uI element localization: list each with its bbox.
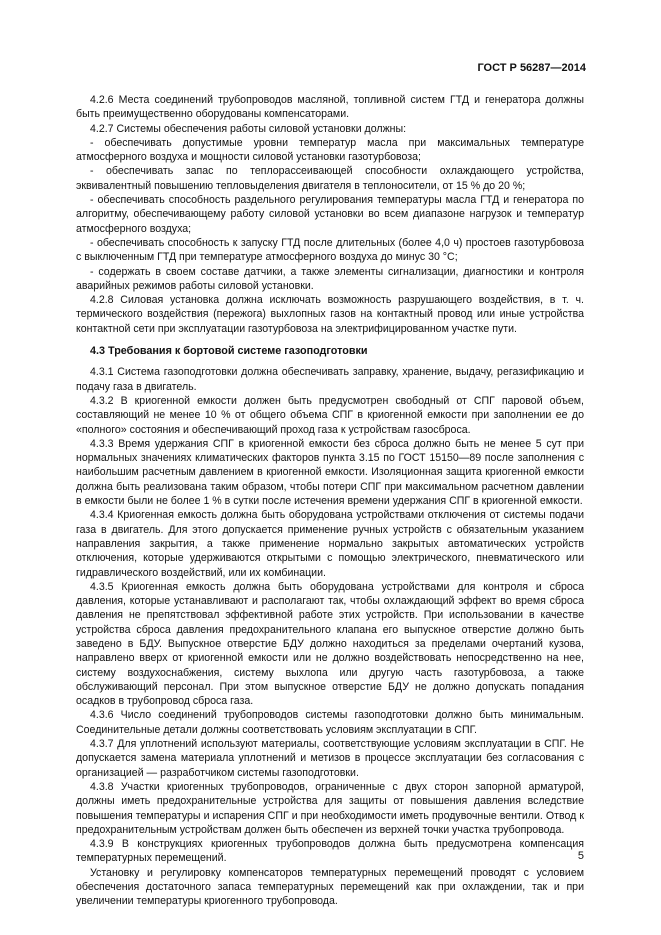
paragraph-4-3-7: 4.3.7 Для уплотнений используют материалы, соответствующие условиям эксплуатации в СПГ. Не допускается замена материала уплотнений и метизов в процессе эксплуатации без согласования с организацией — разработчиком системы газоподготовки.: [76, 738, 584, 779]
list-item: - обеспечивать допустимые уровни температур масла при максимальных температуре атмосферного воздуха и мощности силовой установки газотурбовоза;: [76, 136, 584, 164]
paragraph-4-3-2: 4.3.2 В криогенной емкости должен быть предусмотрен свободный от СПГ паровой объем, составляющий не менее 10 % от общего объема СПГ в криогенной емкости при заполнении ее до «полного» состояния и обеспечивающий проход газа к устройствам газосброса.: [76, 394, 584, 436]
paragraph-4-3-9: 4.3.9 В конструкциях криогенных трубопроводов должна быть предусмотрена компенсация температурных перемещений.: [76, 838, 584, 865]
paragraph-4-2-7: 4.2.7 Системы обеспечения работы силовой установки должны:: [90, 122, 407, 135]
list-item: - обеспечивать способность раздельного регулирования температуры масла ГТД и генератора по алгоритму, обеспечивающему работу силовой установки во всем диапазоне нагрузок и температур атмосферного воздуха;: [76, 194, 584, 235]
standard-designation: ГОСТ Р 56287—2014: [477, 62, 586, 74]
paragraph-4-3-4: 4.3.4 Криогенная емкость должна быть оборудована устройствами отключения от системы подачи газа в двигатель. Для этого допускается применение ручных устройств с обязательным указанием направления закрытия, а также применение нормально закрытых автоматических устройств отключения, которые удерживаются открытыми с помощью электрического, пневматического или гидравлического воздействий, или их комбинации.: [76, 509, 584, 579]
paragraph-4-3-3: 4.3.3 Время удержания СПГ в криогенной емкости без сброса должно быть не менее 5 сут при нормальных значениях климатических факторов пункта 3.15 по ГОСТ 15150—89 после заполнения с наибольшим расчетным давлением в криогенной емкости. Изоляционная защита криогенной емкости должна быть реализована таким образом, чтобы потери СПГ при максимальном расчетном давлении в емкости были не более 1 % в сутки после истечения времени удержания СПГ в криогенной емкости.: [76, 437, 584, 508]
list-item: - обеспечивать запас по теплорассеивающей способности охлаждающего устройства, эквивалентный повышению тепловыделения двигателя в теплоносители, от 15 % до 20 %;: [76, 165, 584, 192]
list-item: - обеспечивать способность к запуску ГТД после длительных (более 4,0 ч) простоев газотурбовоза с выключенным ГТД при температуре атмосферного воздуха до минус 30 °С;: [76, 236, 584, 264]
paragraph-compensators: Установку и регулировку компенсаторов температурных перемещений проводят с условием обеспечения достаточного запаса температурных перемещений как при охлаждении, так и при увеличении температуры криогенного трубопровода.: [76, 866, 584, 908]
paragraph-4-3-1: 4.3.1 Система газоподготовки должна обеспечивать заправку, хранение, выдачу, регазификацию и подачу газа в двигатель.: [76, 366, 584, 393]
body-text: [76, 93, 584, 909]
list-item: - содержать в своем составе датчики, а также элементы сигнализации, диагностики и контроля аварийных режимов работы силовой установки.: [76, 265, 584, 292]
page-number: 5: [577, 850, 584, 862]
paragraph-4-2-8: 4.2.8 Силовая установка должна исключать возможность разрушающего воздействия, в т. ч. термического воздействия (пережога) выхлопных газов на контактный провод или иные устройства контактной сети при эксплуатации газотурбовоза на электрифицированном участке пути.: [76, 294, 584, 335]
paragraph-4-3-5: 4.3.5 Криогенная емкость должна быть оборудована устройствами для контроля и сброса давления, которые устанавливают и располагают так, чтобы охлаждающий эффект во время сброса давления не препятствовал эффективной работе этих устройств. При использовании в качестве устройства сброса давления предохранительного клапана его выпускное отверстие должно быть заведено в БДУ. Выпускное отверстие БДУ должно находиться за пределами очертаний кузова, направлено вверх от криогенной емкости или не должно воздействовать непосредственно на нее, систему воздухоснабжения, систему выхлопа или другую часть газотурбовоза, а также обслуживающий персонал. При этом выпускное отверстие БДУ не должно допускать попадания осадков в трубопровод сброса газа.: [76, 580, 584, 708]
paragraph-4-3-6: 4.3.6 Число соединений трубопроводов системы газоподготовки должно быть минимальным. Соединительные детали должны соответствовать условиям эксплуатации в СПГ.: [76, 709, 584, 736]
paragraph-4-2-6: 4.2.6 Места соединений трубопроводов масляной, топливной систем ГТД и генератора должны быть преимущественно оборудованы компенсаторами.: [76, 94, 584, 121]
paragraph-4-3-8: 4.3.8 Участки криогенных трубопроводов, ограниченные с двух сторон запорной арматурой, должны иметь предохранительные устройства для защиты от повышения давления вследствие повышения температуры и испарения СПГ и при необходимости иметь продувочные вентили. Отвод к предохранительным устройствам должен быть обеспечен из верхней точки участка трубопровода.: [76, 780, 584, 836]
section-title-4-3: 4.3 Требования к бортовой системе газоподготовки: [90, 345, 368, 358]
